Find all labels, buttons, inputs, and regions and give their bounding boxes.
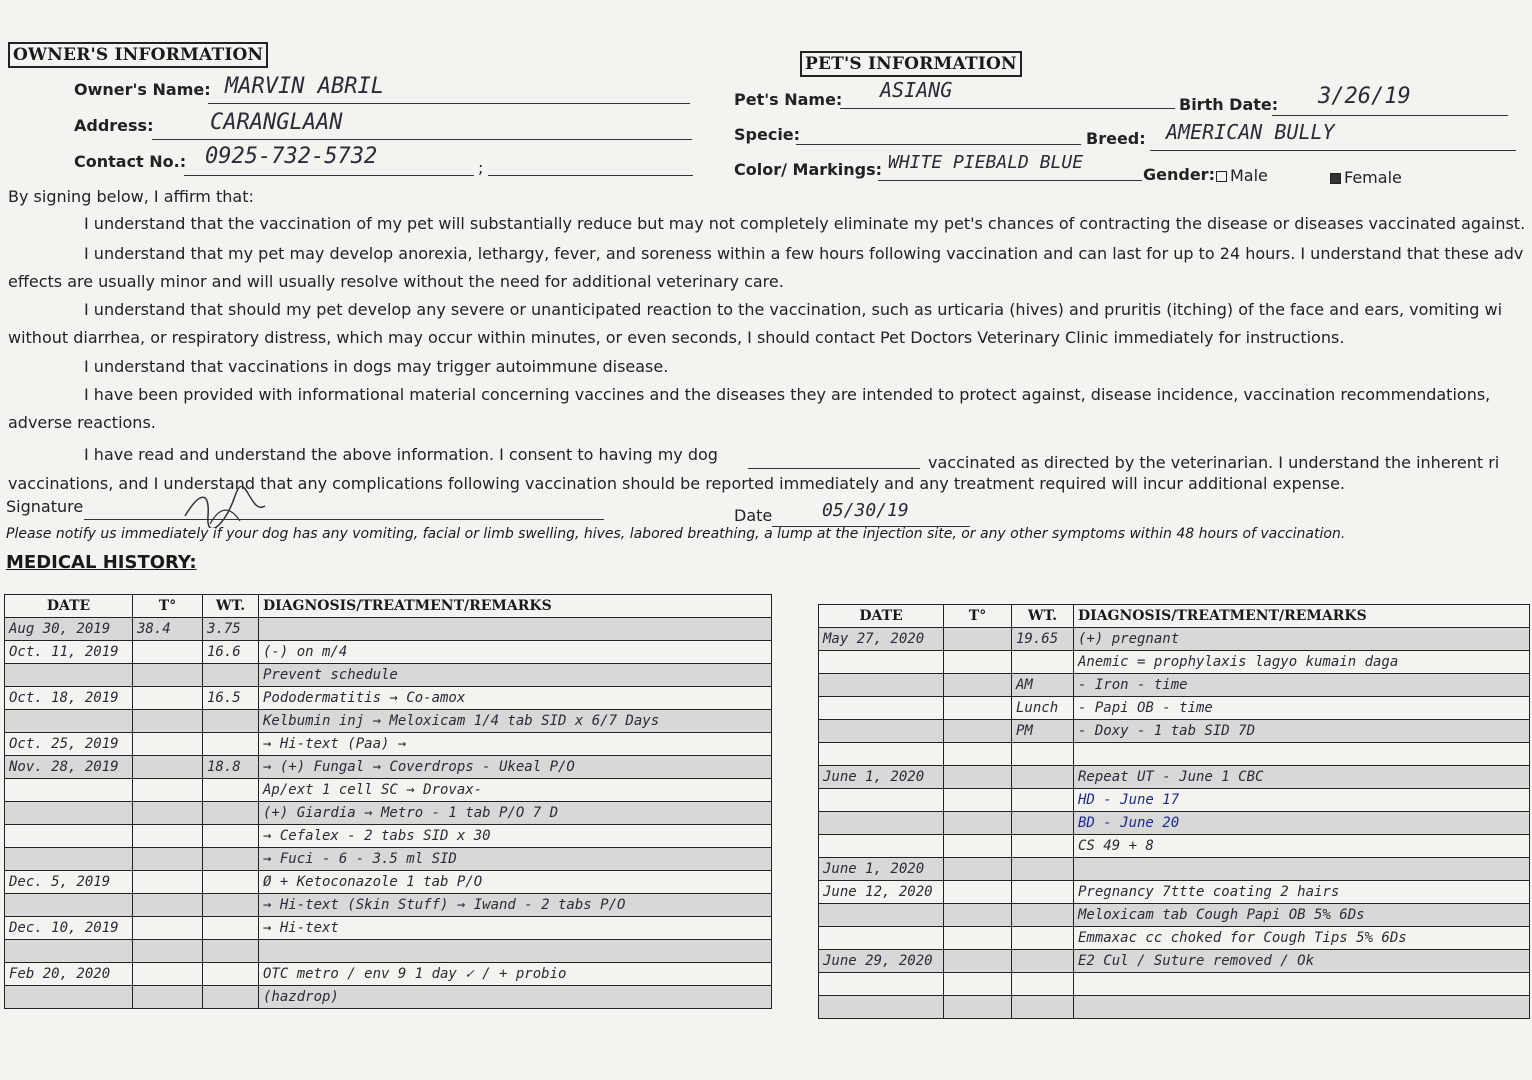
- right-table-cell[interactable]: [1012, 812, 1074, 835]
- left-table-cell[interactable]: 38.4: [133, 618, 203, 641]
- left-table-cell[interactable]: [203, 986, 259, 1009]
- table-row: [819, 881, 1530, 904]
- left-table-cell[interactable]: [5, 710, 133, 733]
- right-table-cell[interactable]: [1012, 766, 1074, 789]
- address-value[interactable]: CARANGLAAN: [210, 110, 343, 135]
- left-table-cell[interactable]: [133, 641, 203, 664]
- left-table-cell[interactable]: 16.5: [203, 687, 259, 710]
- left-table-cell[interactable]: OTC metro / env 9 1 day ✓ / + probio: [259, 963, 772, 986]
- color-markings-label: Color/ Markings:: [734, 160, 883, 179]
- date-value[interactable]: 05/30/19: [822, 500, 909, 521]
- left-table-cell[interactable]: [133, 963, 203, 986]
- left-table-cell[interactable]: Kelbumin inj → Meloxicam 1/4 tab SID x 6/7 Days: [259, 710, 772, 733]
- breed-label: Breed:: [1086, 129, 1146, 148]
- table-row: [5, 664, 772, 687]
- left-table-cell[interactable]: Feb 20, 2020: [5, 963, 133, 986]
- consent-p5b: adverse reactions.: [8, 413, 156, 432]
- left-table-cell[interactable]: → Hi-text (Skin Stuff) → Iwand - 2 tabs P/O: [259, 894, 772, 917]
- breed-value[interactable]: AMERICAN BULLY: [1166, 120, 1335, 144]
- contact-label: Contact No.:: [74, 152, 187, 171]
- gender-female-label: Female: [1344, 168, 1402, 187]
- table-row: [819, 973, 1530, 996]
- right-table-cell[interactable]: (+) pregnant: [1074, 628, 1530, 651]
- specie-line: [796, 144, 1081, 145]
- right-table-cell[interactable]: [1074, 858, 1530, 881]
- right-table-cell[interactable]: Lunch: [1012, 697, 1074, 720]
- medical-table-right: [818, 604, 1530, 1019]
- right-table-cell[interactable]: E2 Cul / Suture removed / Ok: [1074, 950, 1530, 973]
- left-table-cell[interactable]: Oct. 11, 2019: [5, 641, 133, 664]
- gender-male-label: Male: [1230, 166, 1268, 185]
- left-table-cell[interactable]: [133, 940, 203, 963]
- table-row: [5, 618, 772, 641]
- left-table-cell[interactable]: [203, 917, 259, 940]
- owner-name-line: [208, 103, 690, 104]
- left-table-cell[interactable]: Ap/ext 1 cell SC → Drovax-: [259, 779, 772, 802]
- right-table-cell[interactable]: [1074, 996, 1530, 1019]
- specie-label: Specie:: [734, 125, 801, 144]
- right-table-cell[interactable]: [944, 996, 1012, 1019]
- left-table-cell[interactable]: [203, 963, 259, 986]
- consent-p1: I understand that the vaccination of my pet will substantially reduce but may not completely eliminate my pet's chances of contracting the disease or diseases vaccinated against.: [84, 214, 1526, 233]
- right-table-header-row: [819, 605, 1530, 628]
- right-table-cell[interactable]: [819, 835, 944, 858]
- left-table-cell[interactable]: (hazdrop): [259, 986, 772, 1009]
- left-table-cell[interactable]: [133, 894, 203, 917]
- left-table-header-cell: DATE: [5, 595, 133, 618]
- right-table-cell[interactable]: [819, 996, 944, 1019]
- left-table-cell[interactable]: [133, 802, 203, 825]
- table-row: [5, 802, 772, 825]
- right-table-cell[interactable]: PM: [1012, 720, 1074, 743]
- birth-date-label: Birth Date:: [1179, 95, 1279, 114]
- right-table-cell[interactable]: [944, 766, 1012, 789]
- table-row: [819, 835, 1530, 858]
- right-table-cell[interactable]: [944, 950, 1012, 973]
- left-table-cell[interactable]: Oct. 18, 2019: [5, 687, 133, 710]
- contact-line: [184, 175, 474, 176]
- left-table-cell[interactable]: [203, 940, 259, 963]
- left-table-cell[interactable]: → Hi-text: [259, 917, 772, 940]
- breed-line: [1150, 150, 1516, 151]
- right-table-cell[interactable]: Repeat UT - June 1 CBC: [1074, 766, 1530, 789]
- birth-date-value[interactable]: 3/26/19: [1318, 84, 1411, 109]
- left-table-cell[interactable]: [5, 894, 133, 917]
- left-table-cell[interactable]: Pododermatitis → Co-amox: [259, 687, 772, 710]
- left-table-cell[interactable]: [133, 986, 203, 1009]
- left-table-cell[interactable]: [203, 848, 259, 871]
- right-table-header-cell: WT.: [1012, 605, 1074, 628]
- left-table-cell[interactable]: Prevent schedule: [259, 664, 772, 687]
- left-table-cell[interactable]: 3.75: [203, 618, 259, 641]
- right-table-cell[interactable]: AM: [1012, 674, 1074, 697]
- owner-section-title: OWNER'S INFORMATION: [8, 42, 268, 68]
- left-table-cell[interactable]: [259, 618, 772, 641]
- table-row: [819, 789, 1530, 812]
- left-table-cell[interactable]: (+) Giardia → Metro - 1 tab P/O 7 D: [259, 802, 772, 825]
- right-table-cell[interactable]: [1012, 651, 1074, 674]
- table-row: [5, 733, 772, 756]
- table-row: [5, 825, 772, 848]
- left-table-cell[interactable]: [133, 848, 203, 871]
- consent-p4: I understand that vaccinations in dogs may trigger autoimmune disease.: [84, 357, 669, 376]
- consent-p3a: I understand that should my pet develop any severe or unanticipated reaction to the vaccination, such as urticaria (hives) and pruritis (itching) of the face and ears, vomiting wi: [84, 300, 1503, 319]
- left-table-cell[interactable]: Dec. 10, 2019: [5, 917, 133, 940]
- right-table-cell[interactable]: Anemic = prophylaxis lagyo kumain daga: [1074, 651, 1530, 674]
- left-table-cell[interactable]: [133, 871, 203, 894]
- table-row: [819, 858, 1530, 881]
- left-table-cell[interactable]: [133, 733, 203, 756]
- consent-p6a1: I have read and understand the above information. I consent to having my dog: [84, 445, 718, 464]
- table-row: [5, 710, 772, 733]
- right-table-cell[interactable]: June 1, 2020: [819, 766, 944, 789]
- left-table-header-cell: T°: [133, 595, 203, 618]
- right-table-cell[interactable]: Emmaxac cc choked for Cough Tips 5% 6Ds: [1074, 927, 1530, 950]
- right-table-cell[interactable]: [944, 858, 1012, 881]
- date-label: Date: [734, 506, 773, 525]
- left-table-cell[interactable]: → (+) Fungal → Coverdrops - Ukeal P/O: [259, 756, 772, 779]
- table-row: [5, 940, 772, 963]
- right-table-cell[interactable]: [944, 835, 1012, 858]
- address-line: [152, 139, 692, 140]
- signature-line[interactable]: [84, 519, 604, 520]
- consent-p6b: vaccinations, and I understand that any complications following vaccination should be reported immediately and any treatment required will incur additional expense.: [8, 474, 1345, 493]
- right-table-cell[interactable]: Meloxicam tab Cough Papi OB 5% 6Ds: [1074, 904, 1530, 927]
- right-table-cell[interactable]: [944, 973, 1012, 996]
- right-table-cell[interactable]: [944, 628, 1012, 651]
- right-table-cell[interactable]: [819, 904, 944, 927]
- right-table-cell[interactable]: [944, 904, 1012, 927]
- right-table-cell[interactable]: [944, 720, 1012, 743]
- table-row: [5, 871, 772, 894]
- right-table-cell[interactable]: BD - June 20: [1074, 812, 1530, 835]
- notify-notice: Please notify us immediately if your dog has any vomiting, facial or limb swelling, hives, labored breathing, a lump at the injection site, or any other symptoms within 48 hours of vaccination.: [6, 526, 1346, 542]
- left-table-cell[interactable]: [203, 733, 259, 756]
- table-row: [5, 894, 772, 917]
- right-table-cell[interactable]: - Iron - time: [1074, 674, 1530, 697]
- left-table-cell[interactable]: [133, 825, 203, 848]
- right-table-cell[interactable]: [1074, 973, 1530, 996]
- right-table-cell[interactable]: [1012, 881, 1074, 904]
- table-row: [5, 848, 772, 871]
- right-table-cell[interactable]: [944, 697, 1012, 720]
- left-table-header-row: [5, 595, 772, 618]
- color-markings-line: [878, 180, 1142, 181]
- left-table-cell[interactable]: [133, 756, 203, 779]
- left-table-cell[interactable]: [203, 802, 259, 825]
- left-table-cell[interactable]: Oct. 25, 2019: [5, 733, 133, 756]
- right-table-cell[interactable]: [1012, 950, 1074, 973]
- left-table-cell[interactable]: [133, 664, 203, 687]
- contact-line-2: [488, 175, 693, 176]
- right-table-cell[interactable]: [944, 651, 1012, 674]
- contact-separator: ;: [478, 158, 484, 177]
- table-row: [819, 743, 1530, 766]
- table-row: [5, 687, 772, 710]
- table-row: [819, 720, 1530, 743]
- table-row: [5, 917, 772, 940]
- right-table-cell[interactable]: [1012, 927, 1074, 950]
- right-table-cell[interactable]: HD - June 17: [1074, 789, 1530, 812]
- color-markings-value[interactable]: WHITE PIEBALD BLUE: [888, 152, 1084, 173]
- gender-label: Gender:: [1143, 165, 1215, 184]
- left-table-cell[interactable]: [5, 940, 133, 963]
- right-table-cell[interactable]: Pregnancy 7ttte coating 2 hairs: [1074, 881, 1530, 904]
- address-label: Address:: [74, 116, 154, 135]
- left-table-cell[interactable]: 16.6: [203, 641, 259, 664]
- contact-value[interactable]: 0925-732-5732: [205, 144, 378, 169]
- pet-name-line: [840, 108, 1175, 109]
- signature-label: Signature: [6, 497, 84, 516]
- right-table-cell[interactable]: - Papi OB - time: [1074, 697, 1530, 720]
- consent-p5a: I have been provided with informational material concerning vaccines and the diseases they are intended to protect against, disease incidence, vaccination recommendations,: [84, 385, 1491, 404]
- left-table-cell[interactable]: → Hi-text (Paa) →: [259, 733, 772, 756]
- right-table-cell[interactable]: June 29, 2020: [819, 950, 944, 973]
- left-table-cell[interactable]: Aug 30, 2019: [5, 618, 133, 641]
- left-table-cell[interactable]: [5, 825, 133, 848]
- right-table-cell[interactable]: 19.65: [1012, 628, 1074, 651]
- female-checkbox-checked[interactable]: [1330, 173, 1341, 184]
- right-table-cell[interactable]: [819, 927, 944, 950]
- consent-p2b: effects are usually minor and will usually resolve without the need for additional veterinary care.: [8, 272, 784, 291]
- left-table-header-cell: DIAGNOSIS/TREATMENT/REMARKS: [259, 595, 772, 618]
- gender-female-option[interactable]: [1330, 168, 1402, 187]
- right-table-cell[interactable]: [1012, 904, 1074, 927]
- left-table-cell[interactable]: [133, 710, 203, 733]
- consent-p3b: without diarrhea, or respiratory distress, which may occur within minutes, or even seconds, I should contact Pet Doctors Veterinary Clinic immediately for instructions.: [8, 328, 1345, 347]
- right-table-cell[interactable]: [819, 651, 944, 674]
- owner-name-value[interactable]: MARVIN ABRIL: [225, 74, 384, 99]
- medical-table-left: [4, 594, 772, 1009]
- table-row: [819, 766, 1530, 789]
- left-table-cell[interactable]: [203, 664, 259, 687]
- right-table-cell[interactable]: [1074, 743, 1530, 766]
- consent-p6a2: vaccinated as directed by the veterinarian. I understand the inherent ri: [928, 453, 1500, 472]
- left-table-cell[interactable]: [259, 940, 772, 963]
- table-row: [819, 904, 1530, 927]
- right-table-header-cell: DATE: [819, 605, 944, 628]
- left-table-cell[interactable]: Ø + Ketoconazole 1 tab P/O: [259, 871, 772, 894]
- pet-section-title: PET'S INFORMATION: [800, 51, 1022, 77]
- left-table-cell[interactable]: [133, 779, 203, 802]
- right-table-cell[interactable]: - Doxy - 1 tab SID 7D: [1074, 720, 1530, 743]
- right-table-cell[interactable]: [944, 881, 1012, 904]
- table-row: [819, 812, 1530, 835]
- table-row: [819, 996, 1530, 1019]
- table-row: [5, 963, 772, 986]
- right-table-cell[interactable]: [1012, 789, 1074, 812]
- right-table-cell[interactable]: June 1, 2020: [819, 858, 944, 881]
- birth-date-line: [1272, 115, 1508, 116]
- left-table-cell[interactable]: [203, 894, 259, 917]
- right-table-cell[interactable]: [819, 789, 944, 812]
- right-table-cell[interactable]: [819, 697, 944, 720]
- medical-history-title: MEDICAL HISTORY:: [6, 552, 197, 573]
- table-row: [5, 986, 772, 1009]
- right-table-cell[interactable]: [1012, 835, 1074, 858]
- left-table-cell[interactable]: → Fuci - 6 - 3.5 ml SID: [259, 848, 772, 871]
- pet-name-label: Pet's Name:: [734, 90, 843, 109]
- male-checkbox[interactable]: [1216, 171, 1227, 182]
- left-table-cell[interactable]: [5, 664, 133, 687]
- right-table-cell[interactable]: [819, 743, 944, 766]
- left-table-cell[interactable]: [5, 802, 133, 825]
- left-table-cell[interactable]: [203, 871, 259, 894]
- table-row: [5, 779, 772, 802]
- table-row: [819, 697, 1530, 720]
- left-table-cell[interactable]: Dec. 5, 2019: [5, 871, 133, 894]
- consent-p2a: I understand that my pet may develop anorexia, lethargy, fever, and soreness within a few hours following vaccination and can last for up to 24 hours. I understand that these adv: [84, 244, 1524, 263]
- table-row: [819, 674, 1530, 697]
- left-table-cell[interactable]: (-) on m/4: [259, 641, 772, 664]
- right-table-cell[interactable]: [1012, 743, 1074, 766]
- right-table-cell[interactable]: [944, 674, 1012, 697]
- left-table-cell[interactable]: [133, 917, 203, 940]
- table-row: [5, 641, 772, 664]
- table-row: [819, 950, 1530, 973]
- right-table-cell[interactable]: [819, 674, 944, 697]
- left-table-cell[interactable]: 18.8: [203, 756, 259, 779]
- right-table-cell[interactable]: [944, 789, 1012, 812]
- right-table-cell[interactable]: May 27, 2020: [819, 628, 944, 651]
- right-table-cell[interactable]: [944, 812, 1012, 835]
- dog-name-line: [748, 468, 920, 469]
- right-table-header-cell: T°: [944, 605, 1012, 628]
- right-table-cell[interactable]: [944, 927, 1012, 950]
- right-table-header-cell: DIAGNOSIS/TREATMENT/REMARKS: [1074, 605, 1530, 628]
- right-table-cell[interactable]: [819, 973, 944, 996]
- table-row: [5, 756, 772, 779]
- table-row: [819, 628, 1530, 651]
- owner-name-label: Owner's Name:: [74, 80, 211, 99]
- left-table-cell[interactable]: [5, 986, 133, 1009]
- left-table-cell[interactable]: [5, 779, 133, 802]
- gender-male-option[interactable]: [1216, 166, 1268, 185]
- consent-intro: By signing below, I affirm that:: [8, 187, 254, 206]
- right-table-cell[interactable]: [1012, 973, 1074, 996]
- right-table-cell[interactable]: [944, 743, 1012, 766]
- right-table-cell[interactable]: [819, 720, 944, 743]
- left-table-cell[interactable]: Nov. 28, 2019: [5, 756, 133, 779]
- left-table-cell[interactable]: [203, 779, 259, 802]
- pet-name-value[interactable]: ASIANG: [880, 78, 953, 102]
- right-table-cell[interactable]: CS 49 + 8: [1074, 835, 1530, 858]
- left-table-header-cell: WT.: [203, 595, 259, 618]
- right-table-cell[interactable]: [1012, 996, 1074, 1019]
- right-table-cell[interactable]: June 12, 2020: [819, 881, 944, 904]
- left-table-cell[interactable]: [203, 825, 259, 848]
- right-table-cell[interactable]: [819, 812, 944, 835]
- table-row: [819, 927, 1530, 950]
- signature-scribble: [180, 486, 270, 528]
- left-table-cell[interactable]: [5, 848, 133, 871]
- right-table-cell[interactable]: [1012, 858, 1074, 881]
- left-table-cell[interactable]: [203, 710, 259, 733]
- left-table-cell[interactable]: → Cefalex - 2 tabs SID x 30: [259, 825, 772, 848]
- left-table-cell[interactable]: [133, 687, 203, 710]
- table-row: [819, 651, 1530, 674]
